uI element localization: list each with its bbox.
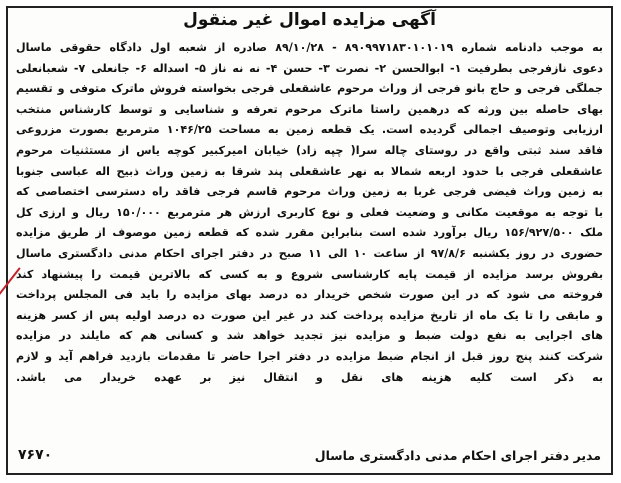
- notice-line: عاشقعلی فرجی با حدود اربعه شمالا به نهر عاشقعلی پند شرقا به زمین وراث ذبیح اله عباسی جنوبا: [16, 164, 603, 178]
- notice-line: حضوری در روز یکشنبه ۹۷/۸/۶ از ساعت ۱۰ الی ۱۱ صبح در دفتر اجرای احکام مدنی دادگستری ماسال: [16, 246, 603, 260]
- notice-line: بفروش برسد مزایده از قیمت پایه کارشناسی شروع و به کسی که بالاترین قیمت را پیشنهاد کند: [16, 267, 603, 281]
- notice-line: به موجب دادنامه شماره ۸۹۰۹۹۷۱۸۳۰۱۰۱۰۱۹ - ۸۹/۱۰/۲۸ صادره از شعبه اول دادگاه حقوقی ماسال: [16, 41, 603, 54]
- notice-line: با توجه به موقعیت مکانی و وضعیت فعلی و نوع کاربری ارزش هر مترمربع ۱۵۰/۰۰۰ ریال و ارزی کل: [16, 205, 603, 219]
- notice-code: ۷۶۷۰: [18, 447, 53, 463]
- notice-line: های اجرایی به نفع دولت ضبط و مزایده نیز تجدید خواهد شد و کسانی هم که مایلند در مزایده: [16, 329, 603, 343]
- notice-line: و مابقی را تا یک ماه از تاریخ مزایده پرداخت کند در غیر این صورت ده درصد اولیه پس از کسر هزینه: [16, 308, 603, 322]
- notice-line: به زمین وراث فیضی فرجی غربا به زمین وراث مرحوم قاسم فرجی فاقد راه دسترسی اختصاصی که: [16, 185, 603, 199]
- notice-body: [16, 38, 603, 388]
- notice-line: فروخته می شود که در این صورت شخص خریدار ده درصد بهای مزایده را باید فی المجلس پرداخت: [16, 288, 603, 302]
- notice-footer: [18, 447, 601, 463]
- signature-line: مدیر دفتر اجرای احکام مدنی دادگستری ماسال: [314, 447, 601, 463]
- notice-line: دعوی نازفرجی بطرفیت ۱- ابوالحسن ۲- نصرت ۳- حسن ۴- نه نه ناز ۵- اسداله ۶- جانعلی ۷- شعبانعلی: [16, 61, 603, 75]
- notice-line: ملک ۱۵۶/۹۲۷/۵۰۰ ریال برآورد شده است بنابراین مقرر شده که قطعه زمین موصوف از طریق مزایده: [16, 226, 603, 240]
- notice-title: آگهی مزایده اموال غیر منقول: [183, 10, 436, 30]
- notice-line: ارزیابی وتوصیف اجمالی گردیده است. یک قطعه زمین به مساحت ۱۰۴۶/۲۵ مترمربع بصورت مزروعی: [16, 123, 603, 137]
- notice-line: جملگی فرجی و حاج بانو فرجی از وراث مرحوم عاشقعلی فرجی بخواسته فروش ماترک متوفی و تقسیم: [16, 82, 603, 96]
- auction-notice: [6, 6, 613, 475]
- notice-line: شرکت کنند پنج روز قبل از انجام ضبط مزایده در دفتر اجرا حاضر تا مقدمات بازدید فراهم آید و لازم: [16, 349, 603, 363]
- notice-line: به ذکر است کلیه هزینه های نقل و انتقال نیز بر عهده خریدار می باشد.: [16, 370, 603, 384]
- notice-line: بهای حاصله بین ورثه که درهمین راستا ماترک مرحوم تعرفه و شناسایی و توسط کارشناس منتخب: [16, 102, 603, 116]
- notice-line: فاقد سند ثبتی واقع در روستای چاله سرا( چپه زاد) خیابان امیرکبیر کوچه یاس از مستثنیات مرحوم: [16, 143, 603, 157]
